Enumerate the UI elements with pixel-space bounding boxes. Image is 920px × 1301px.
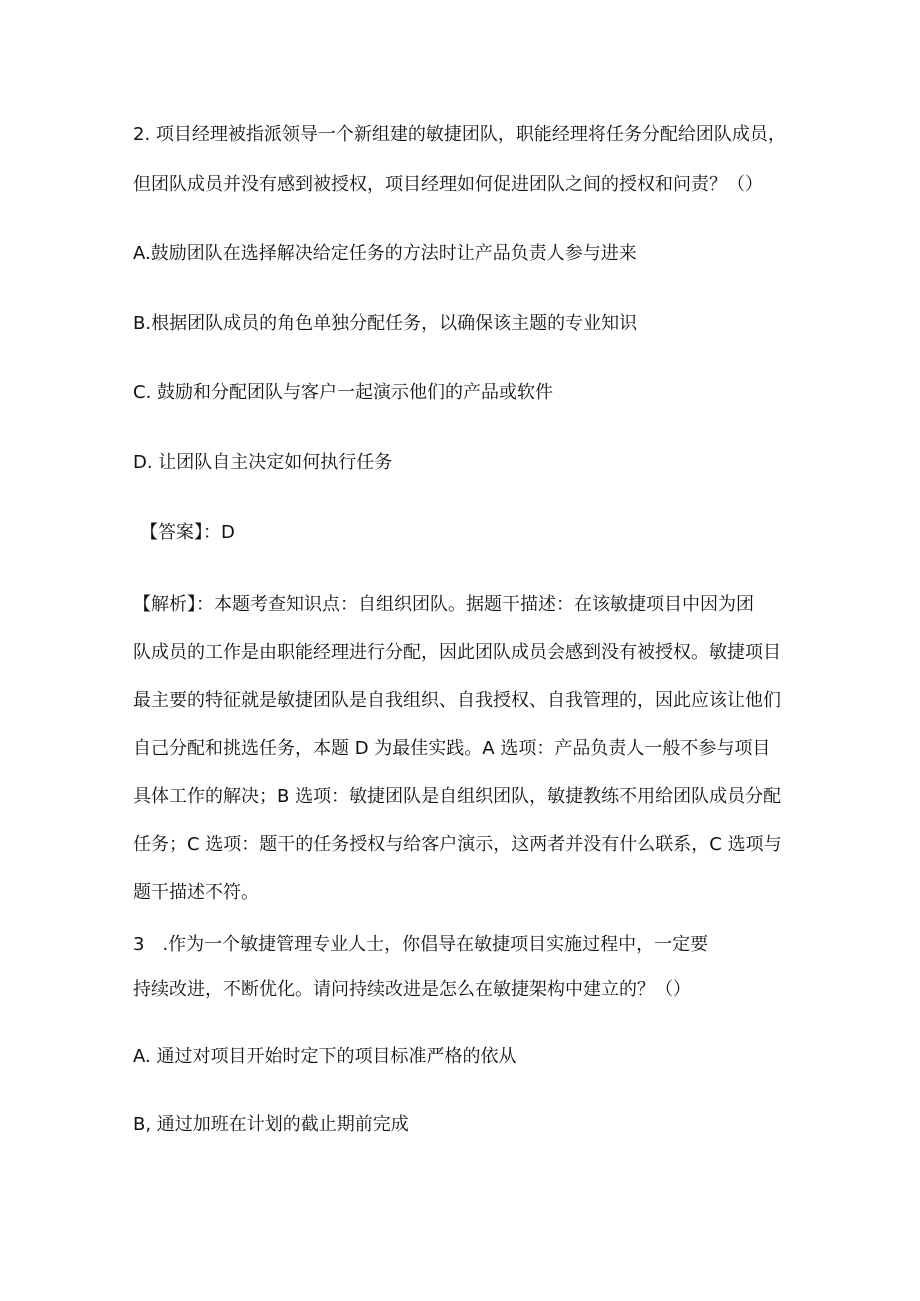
question-2-stem-line-1: 2. 项目经理被指派领导一个新组建的敏捷团队，职能经理将任务分配给团队成员， <box>133 124 786 145</box>
question-2-analysis-line: 任务；C 选项：题干的任务授权与给客户演示，这两者并没有什么联系，C 选项与 <box>133 834 782 855</box>
question-3-option-b: B, 通过加班在计划的截止期前完成 <box>133 1114 409 1135</box>
question-3-stem-line-1: 3 .作为一个敏捷管理专业人士，你倡导在敏捷项目实施过程中，一定要 <box>133 934 709 955</box>
question-2-answer: 【答案】：D <box>140 522 235 543</box>
question-2-option-a: A.鼓励团队在选择解决给定任务的方法时让产品负责人参与进来 <box>133 243 637 264</box>
question-2-option-b: B.根据团队成员的角色单独分配任务，以确保该主题的专业知识 <box>133 313 638 334</box>
question-2-stem-line-2: 但团队成员并没有感到被授权，项目经理如何促进团队之间的授权和问责？（） <box>133 174 763 195</box>
question-2-analysis-line: 队成员的工作是由职能经理进行分配，因此团队成员会感到没有被授权。敏捷项目 <box>133 642 781 663</box>
question-3-stem-line-2: 持续改进，不断优化。请问持续改进是怎么在敏捷架构中建立的？（） <box>133 979 691 1000</box>
question-2-analysis-line: 【解析】：本题考查知识点：自组织团队。据题干描述：在该敏捷项目中因为团 <box>133 594 754 615</box>
question-2-analysis-line: 具体工作的解决；B 选项：敏捷团队是自组织团队，敏捷教练不用给团队成员分配 <box>133 786 782 807</box>
question-2-analysis-line: 题干描述不符。 <box>133 882 259 903</box>
question-2-analysis-line: 最主要的特征就是敏捷团队是自我组织、自我授权、自我管理的，因此应该让他们 <box>133 690 781 711</box>
question-2-analysis-line: 自己分配和挑选任务，本题 D 为最佳实践。A 选项：产品负责人一般不参与项目 <box>133 738 771 759</box>
question-2-option-c: C. 鼓励和分配团队与客户一起演示他们的产品或软件 <box>133 382 554 403</box>
question-2-option-d: D. 让团队自主决定如何执行任务 <box>133 452 393 473</box>
question-3-option-a: A. 通过对项目开始时定下的项目标准严格的依从 <box>133 1046 517 1067</box>
